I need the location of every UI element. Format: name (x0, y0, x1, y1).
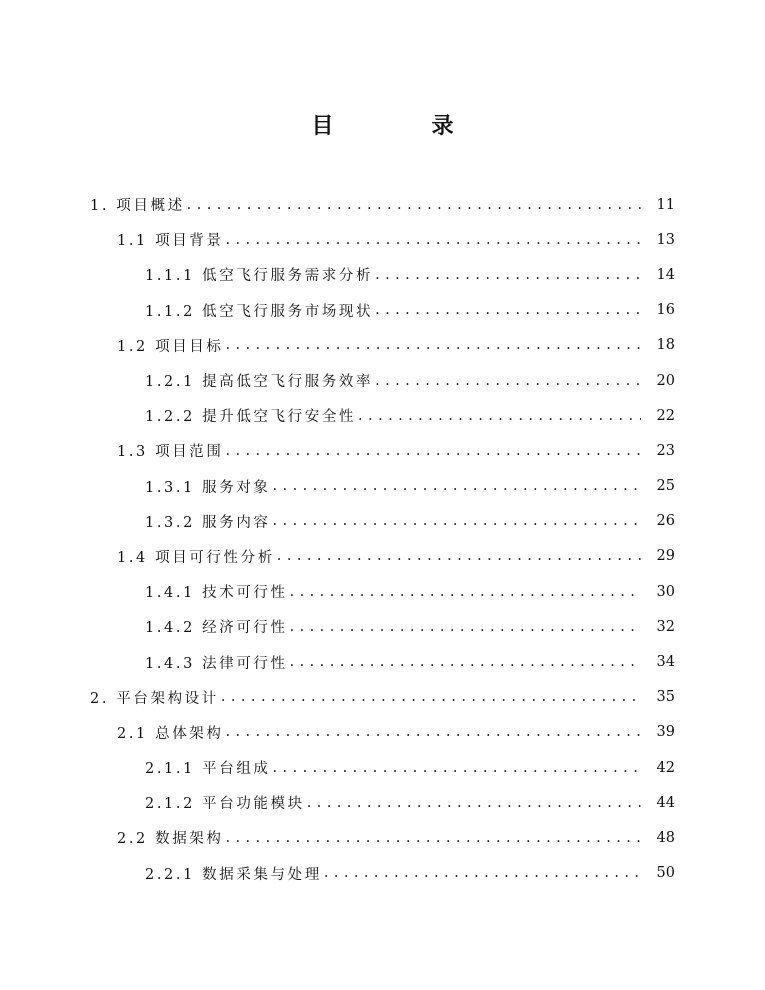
toc-leader-dots (324, 865, 641, 881)
toc-entry-number: 1.4.2 (145, 620, 195, 637)
toc-entry[interactable] (0, 469, 765, 504)
toc-entry-number: 1.1.2 (145, 303, 195, 320)
toc-page-number: 39 (656, 724, 675, 741)
toc-entry-number: 2.2.1 (145, 866, 195, 883)
toc-entry-number: 2. (90, 690, 110, 707)
toc-entry[interactable] (0, 820, 765, 855)
toc-entry-label (145, 863, 322, 884)
toc-entry-number: 1.3.2 (145, 514, 195, 531)
toc-entry[interactable] (0, 715, 765, 750)
toc-entry[interactable] (0, 398, 765, 433)
table-of-contents (0, 187, 765, 891)
toc-entry[interactable] (0, 363, 765, 398)
toc-page-number: 13 (656, 231, 675, 248)
toc-entry-title: 数据采集与处理 (202, 866, 322, 883)
toc-entry-title: 平台功能模块 (202, 796, 305, 813)
toc-page-number: 32 (656, 618, 675, 635)
toc-entry-number: 1.2.2 (145, 409, 195, 426)
toc-page-number: 25 (656, 478, 675, 495)
toc-entry[interactable] (0, 257, 765, 292)
toc-entry-title: 项目范围 (155, 444, 224, 461)
toc-leader-dots (290, 584, 641, 600)
toc-entry-number: 1.1.1 (145, 268, 195, 285)
toc-entry-label (117, 335, 224, 356)
toc-entry-number: 1. (90, 198, 110, 215)
toc-entry-title: 技术可行性 (202, 585, 288, 602)
toc-entry-label (117, 722, 224, 743)
toc-entry-number: 1.4.1 (145, 585, 195, 602)
toc-entry-label (117, 546, 275, 567)
toc-entry-number: 2.1 (117, 725, 148, 742)
toc-entry[interactable] (0, 750, 765, 785)
toc-entry-title: 提高低空飞行服务效率 (202, 374, 374, 391)
toc-page-number: 26 (656, 513, 675, 530)
toc-leader-dots (273, 760, 641, 776)
toc-entry-title: 服务内容 (202, 514, 271, 531)
toc-entry[interactable] (0, 785, 765, 820)
toc-page-number: 22 (656, 407, 675, 424)
toc-entry-label (145, 511, 271, 532)
toc-entry-title: 平台组成 (202, 761, 271, 778)
toc-page-number: 34 (656, 654, 675, 671)
toc-entry-label (145, 405, 356, 426)
toc-entry[interactable] (0, 644, 765, 679)
toc-entry-label (145, 476, 271, 497)
toc-leader-dots (221, 689, 641, 705)
toc-entry-title: 项目目标 (155, 338, 224, 355)
toc-page-number: 42 (656, 759, 675, 776)
toc-entry-number: 1.2 (117, 338, 148, 355)
toc-leader-dots (358, 408, 641, 424)
toc-entry-label (145, 757, 271, 778)
toc-entry-label (117, 827, 224, 848)
toc-leader-dots (226, 232, 642, 248)
toc-leader-dots (226, 337, 642, 353)
toc-entry[interactable] (0, 222, 765, 257)
toc-entry[interactable] (0, 856, 765, 891)
toc-entry-title: 提升低空飞行安全性 (202, 409, 357, 426)
toc-leader-dots (187, 197, 641, 213)
toc-entry-label (145, 370, 373, 391)
toc-entry-number: 1.1 (117, 233, 148, 250)
toc-leader-dots (375, 267, 641, 283)
toc-page-number: 11 (656, 196, 675, 213)
toc-entry-title: 数据架构 (155, 831, 224, 848)
toc-entry-label (145, 300, 373, 321)
toc-entry-title: 服务对象 (202, 479, 271, 496)
toc-leader-dots (290, 619, 641, 635)
toc-entry-title: 低空飞行服务市场现状 (202, 303, 374, 320)
toc-entry[interactable] (0, 433, 765, 468)
toc-page-number: 16 (656, 302, 675, 319)
toc-entry-label (117, 229, 224, 250)
toc-entry-number: 1.3 (117, 444, 148, 461)
toc-page-number: 44 (656, 794, 675, 811)
toc-entry-title: 项目概述 (116, 198, 185, 215)
toc-page-number: 30 (656, 583, 675, 600)
toc-entry-label (145, 792, 305, 813)
toc-entry-title: 总体架构 (155, 725, 224, 742)
toc-leader-dots (290, 654, 641, 670)
toc-entry-number: 1.4 (117, 549, 148, 566)
toc-page-number: 18 (656, 337, 675, 354)
toc-entry[interactable] (0, 680, 765, 715)
toc-entry-title: 法律可行性 (202, 655, 288, 672)
toc-page-number: 20 (656, 372, 675, 389)
page-title: 目 录 (311, 114, 492, 139)
toc-entry[interactable] (0, 539, 765, 574)
toc-leader-dots (273, 478, 641, 494)
toc-leader-dots (307, 795, 641, 811)
toc-leader-dots (226, 443, 642, 459)
toc-entry-label (90, 194, 185, 215)
toc-entry-number: 2.2 (117, 831, 148, 848)
toc-entry-title: 经济可行性 (202, 620, 288, 637)
toc-page-number: 50 (656, 865, 675, 882)
toc-leader-dots (226, 830, 642, 846)
toc-entry[interactable] (0, 609, 765, 644)
toc-leader-dots (273, 513, 641, 529)
toc-entry[interactable] (0, 504, 765, 539)
toc-entry-label (90, 687, 219, 708)
toc-entry-label (145, 264, 373, 285)
toc-entry[interactable] (0, 328, 765, 363)
toc-leader-dots (375, 302, 641, 318)
toc-page-number: 35 (656, 689, 675, 706)
toc-entry[interactable] (0, 574, 765, 609)
toc-entry-title: 项目可行性分析 (155, 549, 275, 566)
toc-page-number: 29 (656, 548, 675, 565)
toc-leader-dots (277, 548, 641, 564)
toc-entry-label (145, 652, 288, 673)
toc-page-number: 48 (656, 829, 675, 846)
toc-entry-number: 1.3.1 (145, 479, 195, 496)
toc-entry-label (117, 440, 224, 461)
toc-entry-number: 2.1.2 (145, 796, 195, 813)
toc-entry[interactable] (0, 293, 765, 328)
toc-entry-title: 项目背景 (155, 233, 224, 250)
toc-entry[interactable] (0, 187, 765, 222)
toc-entry-label (145, 616, 288, 637)
toc-leader-dots (226, 724, 642, 740)
toc-page-number: 14 (656, 266, 675, 283)
toc-entry-label (145, 581, 288, 602)
toc-leader-dots (375, 373, 641, 389)
toc-entry-number: 1.2.1 (145, 374, 195, 391)
toc-entry-number: 2.1.1 (145, 761, 195, 778)
toc-page-number: 23 (656, 442, 675, 459)
toc-entry-title: 低空飞行服务需求分析 (202, 268, 374, 285)
toc-entry-title: 平台架构设计 (116, 690, 219, 707)
toc-entry-number: 1.4.3 (145, 655, 195, 672)
